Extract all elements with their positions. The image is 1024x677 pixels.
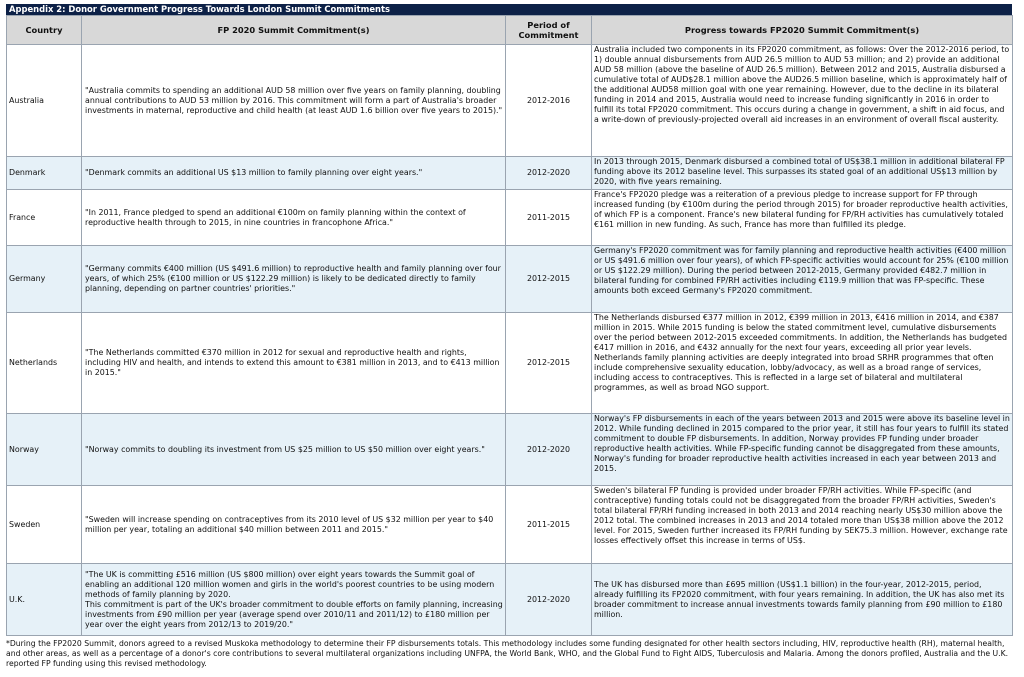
methodology-footnote: *During the FP2020 Summit, donors agreed to a revised Muskoka methodology to determine their FP disbursements totals. This methodology includes some funding designated for other health sectors including, HIV, reproductive health (RH), maternal health, and other areas, as well as a percentage of a donor's core contributions to several multilateral organizations including UNFPA, the World Bank, WHO, and the Global Fund to Fight AIDS, Tuberculosis and Malaria. Among the donors profiled, Australia and the U.K. reported FP funding using this revised methodology. xyxy=(6,639,1009,668)
commitment-text: "Norway commits to doubling its investment from US $25 million to US $50 million over eight years." xyxy=(85,444,485,454)
country-cell: Australia xyxy=(7,45,82,157)
period-cell: 2012-2015 xyxy=(506,313,592,414)
header-commitment: FP 2020 Summit Commitment(s) xyxy=(82,16,506,45)
commitment-cell xyxy=(82,190,506,246)
table-row-uk xyxy=(7,564,1013,636)
progress-text: Norway's FP disbursements in each of the years between 2013 and 2015 were above its baseline level in 2012. While funding declined in 2015 compared to the prior year, it still has four years to fulfill its stated commitment to double FP disbursements. In addition, Norway provides FP funding under broader reproductive health activities. While FP-specific funding cannot be disaggregated from these amounts, Norway's funding for broader reproductive health activities increased in each year between 2013 and 2015. xyxy=(594,414,1010,473)
commitment-text: "The UK is committing £516 million (US $800 million) over eight years towards the Summit goal of enabling an additional 120 million women and girls in the world's poorest countries to be using modern methods of family planning by 2020. This commitment is part of the UK's broader commitment to double efforts on family planning, increasing investments from £90 million per year (average spend over 2010/11 and 2011/12) to £180 million per year over the eight years from 2012/13 to 2019/20." xyxy=(85,569,503,629)
table-row-sweden xyxy=(7,486,1013,564)
progress-cell xyxy=(592,486,1013,564)
progress-cell xyxy=(592,414,1013,486)
progress-text: Sweden's bilateral FP funding is provided under broader FP/RH activities. While FP-specific (and contraceptive) funding totals could not be disaggregated from the broader FP/RH activities, Sweden's total bilateral FP/RH funding increased in both 2013 and 2014 reaching nearly US$30 million above the 2012 total. The combined increases in 2013 and 2014 totaled more than US$38 million above the 2012 level. For 2015, Sweden further increased its FP/RH funding by SEK75.3 million. However, exchange rate losses effectively offset this increase in terms of US$. xyxy=(594,486,1008,545)
country-cell: Denmark xyxy=(7,157,82,190)
commitment-text: "Sweden will increase spending on contraceptives from its 2010 level of US $32 million per year to $40 million per year, totaling an additional $40 million between 2011 and 2015." xyxy=(85,514,494,534)
period-cell: 2012-2020 xyxy=(506,414,592,486)
table-row-denmark xyxy=(7,157,1013,190)
commitment-text: "The Netherlands committed €370 million in 2012 for sexual and reproductive health and rights, including HIV and health, and intends to extend this amount to €381 million in 2013, and to €413 million in 2015." xyxy=(85,348,500,377)
progress-text: In 2013 through 2015, Denmark disbursed a combined total of US$38.1 million in additional bilateral FP funding above its 2012 baseline level. This surpasses its stated goal of an additional US$13 million by 2020, with five years remaining. xyxy=(594,157,1005,186)
progress-cell xyxy=(592,45,1013,157)
header-row xyxy=(7,16,1013,45)
period-cell: 2011-2015 xyxy=(506,190,592,246)
table-row-australia xyxy=(7,45,1013,157)
progress-cell xyxy=(592,564,1013,636)
commitment-cell xyxy=(82,157,506,190)
commitment-cell xyxy=(82,45,506,157)
period-cell: 2012-2015 xyxy=(506,246,592,313)
country-cell: France xyxy=(7,190,82,246)
progress-text: The UK has disbursed more than £695 million (US$1.1 billion) in the four-year, 2012-2015, period, already fulfilling its FP2020 commitment, with four years remaining. In addition, the UK has also met its broader commitment to increase annual investments towards family planning from £90 million to £180 million. xyxy=(594,579,1005,619)
country-cell: Sweden xyxy=(7,486,82,564)
commitment-text: "Germany commits €400 million (US $491.6 million) to reproductive health and family planning over four years, of which 25% (€100 million or US $122.29 million) is likely to be dedicated directly to family planning, depending on partner countries' priorities." xyxy=(85,264,501,293)
commitment-cell xyxy=(82,246,506,313)
table-row-germany xyxy=(7,246,1013,313)
commitment-text: "Australia commits to spending an additional AUD 58 million over five years on family planning, doubling annual contributions to AUD 53 million by 2016. This commitment will form a part of Australia's broader investments in maternal, reproductive and child health (at least AUD 1.6 billion over five years to 2015)." xyxy=(85,85,503,115)
country-cell: Norway xyxy=(7,414,82,486)
progress-text: Australia included two components in its FP2020 commitment, as follows: Over the 2012-2016 period, to 1) double annual disbursements from AUD 26.5 million to AUD 53 million; and 2) provide an additional AUD 58 million (above the baseline of AUD 26.5 million). Between 2012 and 2015, Australia disbursed a cumulative total of AUD$28.1 million above the AUD26.5 million baseline, which is approximately half of the additional AUD58 million goal with one year remaining. However, due to the decline in its bilateral funding in 2014 and 2015, Australia would need to increase funding significantly in 2016 in order to fulfill its total FP2020 commitment. This occurs during a change in government, a shift in aid focus, and a write-down of previously-projected overall aid increases in an environment of overall fiscal austerity. xyxy=(594,45,1010,124)
progress-cell xyxy=(592,313,1013,414)
period-cell: 2012-2020 xyxy=(506,157,592,190)
progress-text: Germany's FP2020 commitment was for family planning and reproductive health activities (€400 million or US $491.6 million over four years), of which FP-specific activities would account for 25% (€100 million or US $122.29 million). During the period between 2012-2015, Germany provided €482.7 million in bilateral funding for combined FP/RH activities including €119.9 million that was FP-specific. These amounts both exceed Germany's FP2020 commitment. xyxy=(594,246,1009,295)
donor-progress-table xyxy=(6,15,1013,636)
commitment-text: "In 2011, France pledged to spend an additional €100m on family planning within the context of reproductive health through to 2015, in nine countries in francophone Africa." xyxy=(85,207,466,227)
commitment-cell xyxy=(82,313,506,414)
commitment-text: "Denmark commits an additional US $13 million to family planning over eight years." xyxy=(85,168,423,177)
progress-cell xyxy=(592,157,1013,190)
country-cell: Germany xyxy=(7,246,82,313)
table-row-norway xyxy=(7,414,1013,486)
progress-cell xyxy=(592,190,1013,246)
progress-text: The Netherlands disbursed €377 million in 2012, €399 million in 2013, €416 million in 2014, and €387 million in 2015. While 2015 funding is below the stated commitment level, cumulative disbursements over the period between 2012-2015 exceeded commitments. In addition, the Netherlands has budgeted €417 million in 2016, and €432 annually for the next four years, exceeding all prior year levels. Netherlands family planning activities are deeply integrated into broad SRHR programmes that often include comprehensive sexuality education, lobby/advocacy, as well as a broad range of services, including access to contraceptives. This is reflected in a large set of bilateral and multilateral programmes, as well as broad NGO support. xyxy=(594,313,1007,392)
commitment-cell xyxy=(82,564,506,636)
period-cell: 2012-2016 xyxy=(506,45,592,157)
commitment-cell xyxy=(82,414,506,486)
header-period: Period of Commitment xyxy=(506,16,592,45)
country-cell: U.K. xyxy=(7,564,82,636)
header-country: Country xyxy=(7,16,82,45)
country-cell: Netherlands xyxy=(7,313,82,414)
period-cell: 2012-2020 xyxy=(506,564,592,636)
period-cell: 2011-2015 xyxy=(506,486,592,564)
table-row-france xyxy=(7,190,1013,246)
table-row-netherlands xyxy=(7,313,1013,414)
header-progress: Progress towards FP2020 Summit Commitment(s) xyxy=(592,16,1013,45)
progress-text: France's FP2020 pledge was a reiteration of a previous pledge to increase support for FP through increased funding (by €100m during the period through 2015) for broader reproductive health activities, of which FP is a component. France's new bilateral funding for FP/RH activities has cumulatively totaled €161 million in new funding. As such, France has more than fulfilled its pledge. xyxy=(594,190,1008,229)
appendix-title: Appendix 2: Donor Government Progress Towards London Summit Commitments xyxy=(6,4,1012,15)
progress-cell xyxy=(592,246,1013,313)
commitment-cell xyxy=(82,486,506,564)
